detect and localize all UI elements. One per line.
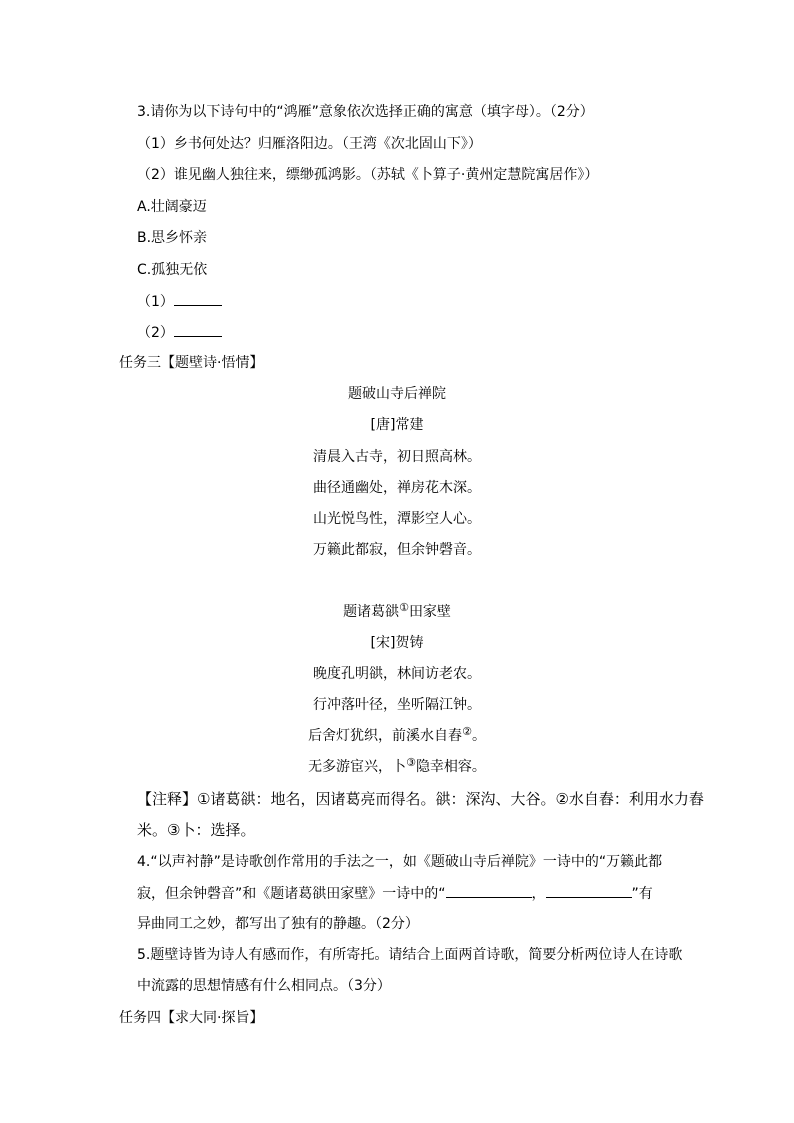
q3-answer-2 xyxy=(137,322,222,343)
q4-blank-1[interactable] xyxy=(446,883,532,898)
q4-line-2-part-b: ”有 xyxy=(631,886,653,902)
q4-separator: ， xyxy=(531,886,546,902)
q5-line-1: 5.题壁诗皆为诗人有感而作，有所寄托。请结合上面两首诗歌，简要分析两位诗人在诗歌 xyxy=(137,947,683,963)
q4-blank-2[interactable] xyxy=(546,883,632,898)
q3-answer-2-blank[interactable] xyxy=(174,322,222,337)
poem-2-line-3-part-a: 后舍灯犹织，前溪水自舂 xyxy=(308,728,463,744)
notes-line-2: 米。③卜：选择。 xyxy=(137,821,256,839)
notes-line-1: 【注释】①诸葛谼：地名，因诸葛亮而得名。谼：深沟、大谷。②水自舂：利用水力舂 xyxy=(137,790,704,808)
q3-answer-1-label: （1） xyxy=(137,294,174,310)
poem-2-line-2: 行冲落叶径，坐听隔江钟。 xyxy=(313,697,481,713)
task-4-heading: 任务四【求大同·探旨】 xyxy=(119,1010,264,1026)
poem-2-line-3-part-b: 。 xyxy=(471,728,486,744)
poem-1-line-4: 万籁此都寂，但余钟磬音。 xyxy=(313,542,481,558)
q3-option-c: C.孤独无依 xyxy=(137,262,208,278)
note-marker-2: ② xyxy=(462,725,472,738)
poem-2-author: [宋]贺铸 xyxy=(370,635,424,651)
poem-2-line-3 xyxy=(0,726,794,747)
poem-1-title: 题破山寺后禅院 xyxy=(348,386,446,402)
note-marker-1: ① xyxy=(399,601,409,614)
poem-2-title xyxy=(0,602,794,623)
poem-1-line-1: 清晨入古寺，初日照高林。 xyxy=(313,449,481,465)
q3-answer-1-blank[interactable] xyxy=(174,291,222,306)
q3-answer-1 xyxy=(137,291,222,312)
q3-line-1: （1）乡书何处达？归雁洛阳边。（王湾《次北固山下》） xyxy=(137,136,482,152)
note-marker-3: ③ xyxy=(406,756,416,769)
q3-option-b: B.思乡怀亲 xyxy=(137,230,208,246)
poem-2-title-part-b: 田家壁 xyxy=(408,604,451,620)
q3-line-2: （2）谁见幽人独往来，缥缈孤鸿影。（苏轼《卜算子·黄州定慧院寓居作》） xyxy=(137,167,599,183)
poem-2-line-4 xyxy=(0,757,794,778)
q5-line-2: 中流露的思想情感有什么相同点。（3分） xyxy=(137,978,391,994)
poem-2-line-1: 晚度孔明谼，林间访老农。 xyxy=(313,666,481,682)
q4-line-3: 异曲同工之妙，都写出了独有的静趣。（2分） xyxy=(137,916,419,932)
poem-2-line-4-part-a: 无多游宦兴，卜 xyxy=(308,759,407,775)
q4-line-2 xyxy=(137,883,653,904)
poem-1-line-2: 曲径通幽处，禅房花木深。 xyxy=(313,480,481,496)
poem-1-author: [唐]常建 xyxy=(370,417,424,433)
task-3-heading: 任务三【题壁诗·悟情】 xyxy=(119,355,264,371)
q4-line-1: 4.“以声衬静”是诗歌创作常用的手法之一，如《题破山寺后禅院》一诗中的“万籁此都 xyxy=(137,854,663,870)
poem-1-line-3: 山光悦鸟性，潭影空人心。 xyxy=(313,511,481,527)
poem-2-title-part-a: 题诸葛谼 xyxy=(343,604,400,620)
q3-option-a: A.壮阔豪迈 xyxy=(137,199,207,215)
q3-stem: 3.请你为以下诗句中的“鸿雁”意象依次选择正确的寓意（填字母）。（2分） xyxy=(137,104,594,120)
q3-answer-2-label: （2） xyxy=(137,325,174,341)
poem-2-line-4-part-b: 隐幸相容。 xyxy=(415,759,486,775)
q4-line-2-part-a: 寂，但余钟磬音”和《题诸葛谼田家壁》一诗中的“ xyxy=(137,886,446,902)
